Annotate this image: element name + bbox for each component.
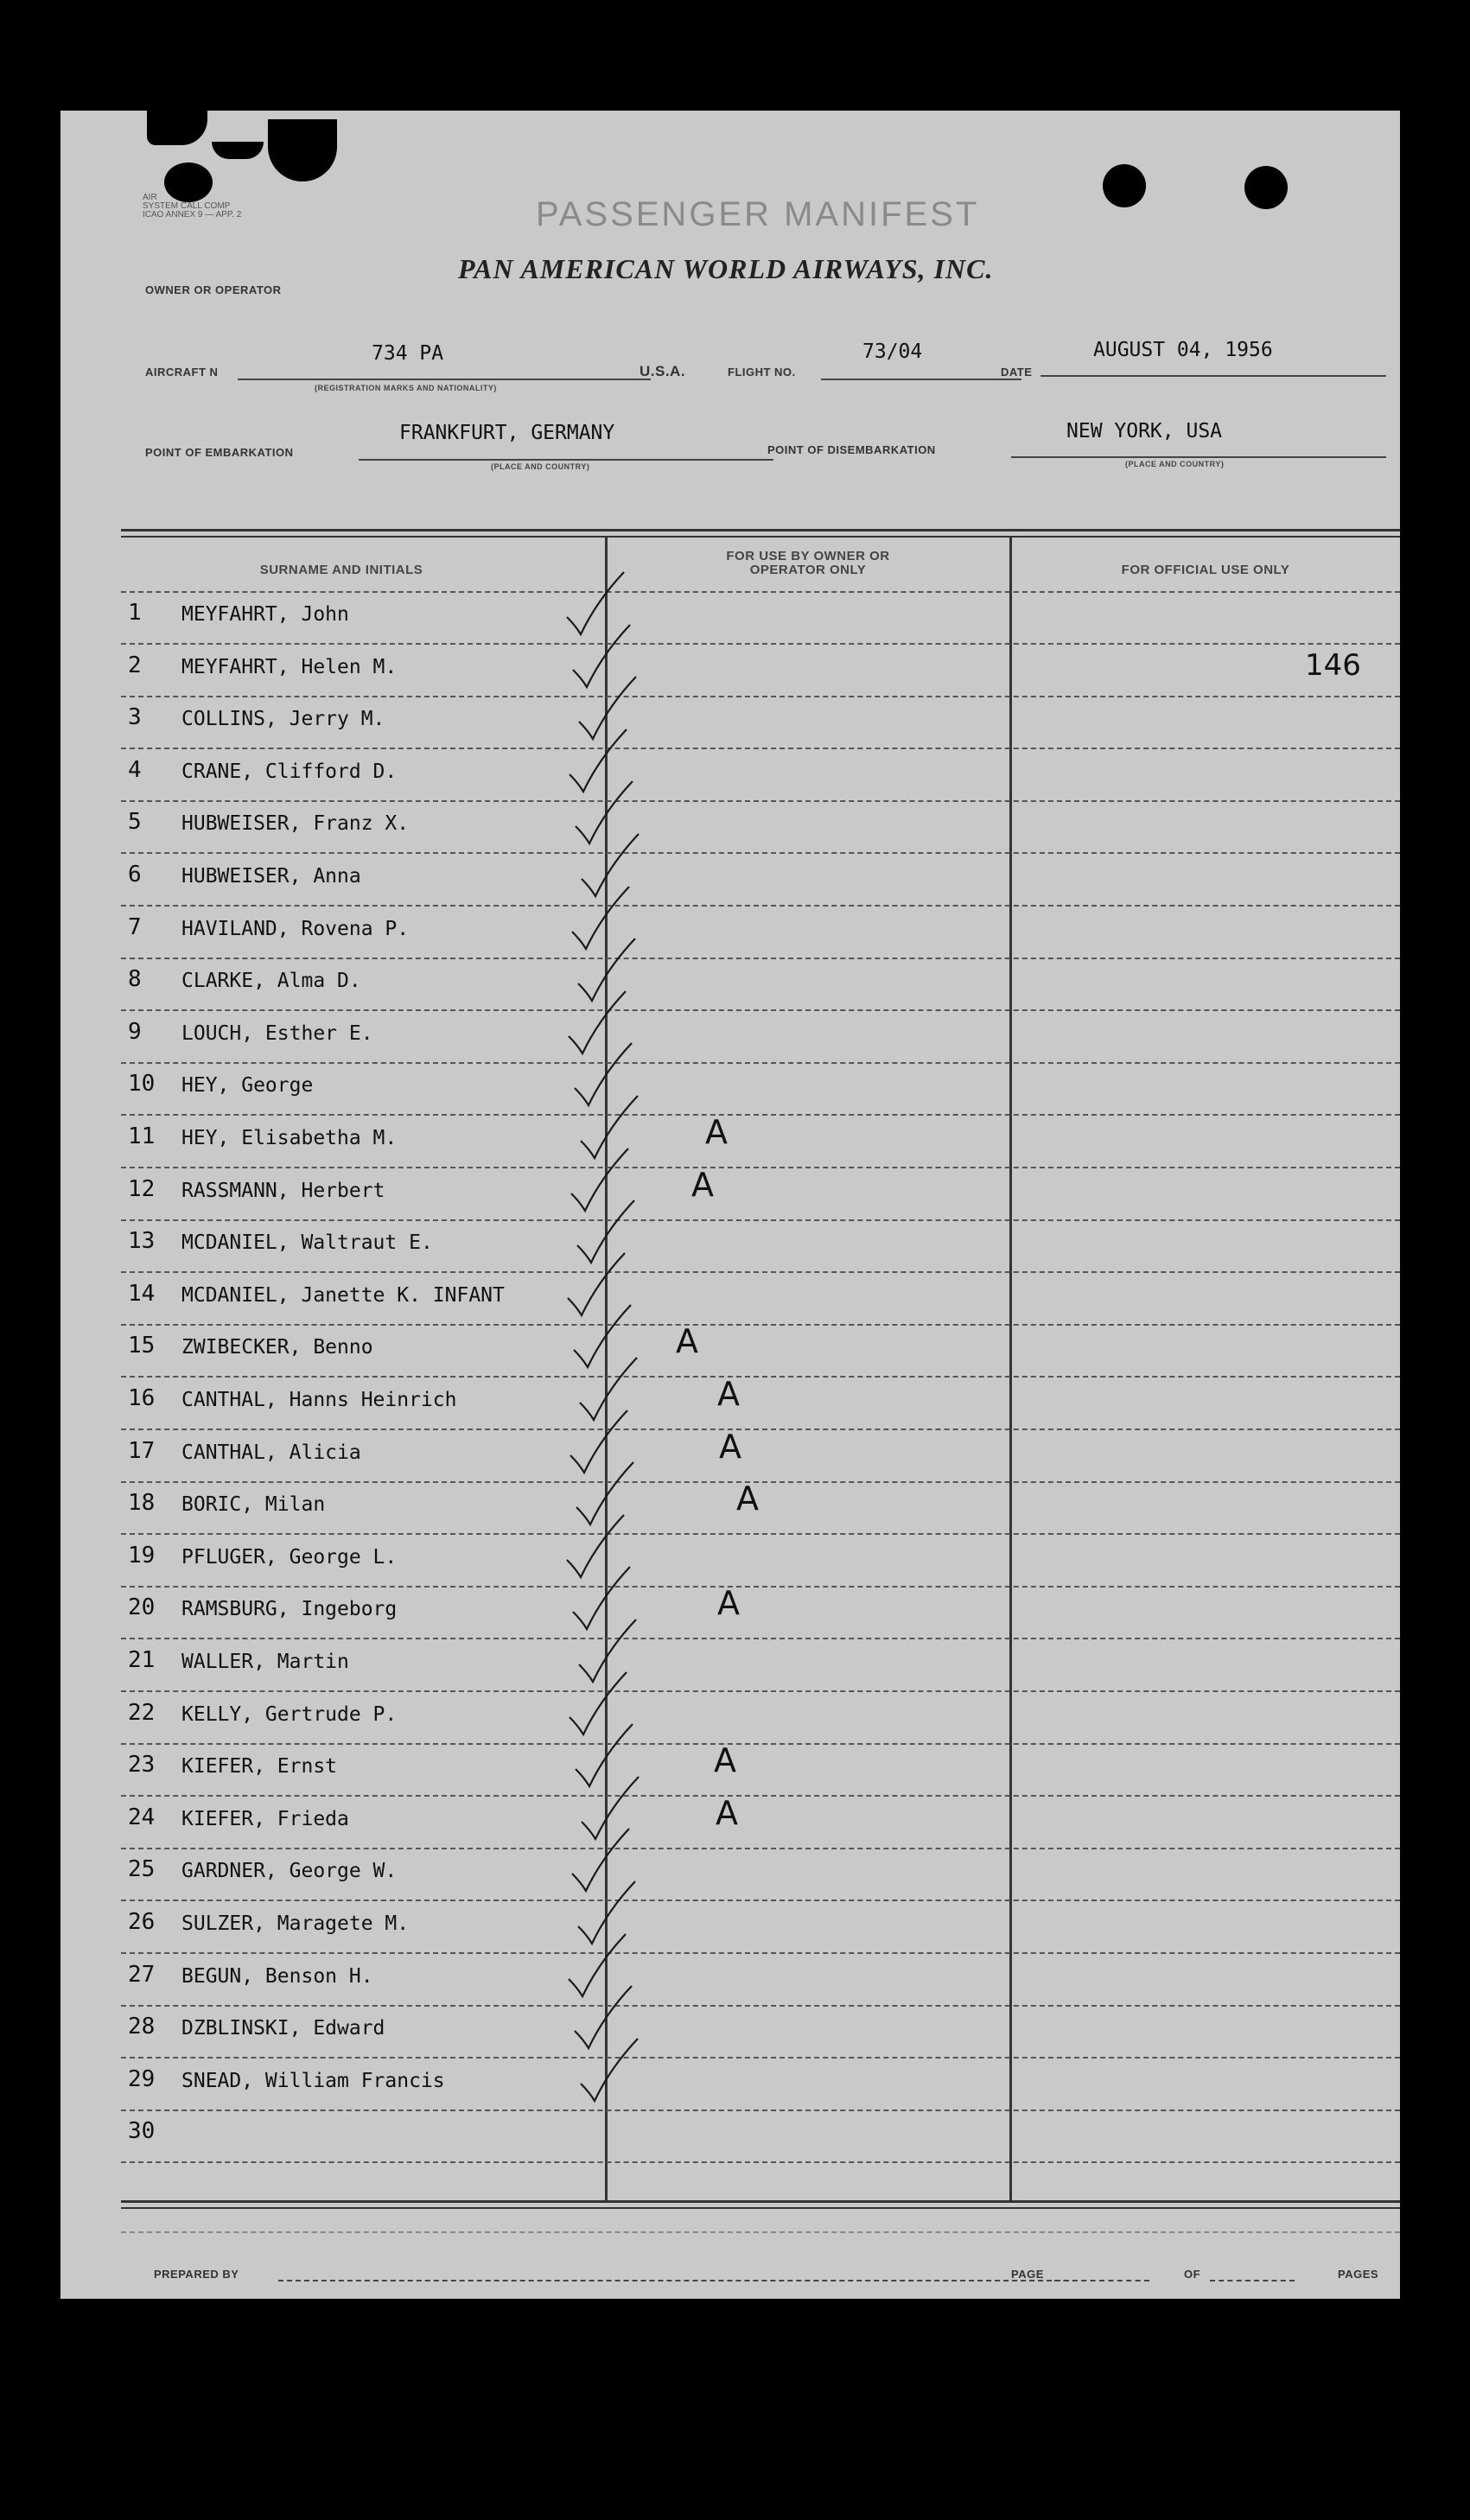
row-number: 9 — [128, 1018, 142, 1045]
table-row — [60, 1064, 1400, 1116]
row-number: 17 — [128, 1437, 156, 1464]
punch-hole-right — [1244, 166, 1288, 209]
table-row — [60, 1322, 1400, 1378]
row-number: 26 — [128, 1909, 156, 1935]
table-top-rule-2 — [121, 536, 1400, 538]
row-number: 20 — [128, 1594, 156, 1621]
embarkation-label: POINT OF EMBARKATION — [145, 446, 294, 459]
carrier-name: PAN AMERICAN WORLD AIRWAYS, INC. — [458, 253, 994, 284]
column-header-surname: SURNAME AND INITIALS — [259, 563, 423, 577]
passenger-name: GARDNER, George W. — [181, 1860, 398, 1883]
passenger-name: PFLUGER, George L. — [181, 1545, 398, 1569]
owner-mark: A — [717, 1375, 740, 1413]
row-number: 12 — [128, 1175, 156, 1202]
row-number: 23 — [128, 1752, 156, 1779]
row-number: 22 — [128, 1699, 156, 1726]
passenger-name: WALLER, Martin — [181, 1651, 349, 1673]
row-number: 21 — [128, 1647, 156, 1673]
column-header-official-use: FOR OFFICIAL USE ONLY — [1121, 563, 1290, 577]
owner-mark: A — [691, 1165, 714, 1204]
row-number: 15 — [128, 1333, 156, 1359]
table-row — [60, 2007, 1400, 2059]
corner-note-line: AIR — [143, 193, 157, 202]
row-number: 10 — [128, 1071, 156, 1098]
disembarkation-sublabel: (PLACE AND COUNTRY) — [1125, 460, 1225, 468]
table-row — [60, 855, 1400, 907]
form-title: PASSENGER MANIFEST — [536, 195, 980, 233]
passenger-name: SULZER, Maragete M. — [181, 1912, 410, 1935]
row-number: 1 — [128, 600, 142, 626]
passenger-name: MCDANIEL, Janette K. INFANT — [181, 1283, 505, 1307]
passenger-name: CRANE, Clifford D. — [181, 760, 398, 783]
passenger-name: RASSMANN, Herbert — [181, 1179, 385, 1202]
disembarkation-value: NEW YORK, USA — [1066, 420, 1223, 442]
table-row — [60, 1741, 1400, 1797]
owner-mark: A — [705, 1113, 728, 1151]
table-row — [60, 1221, 1400, 1273]
prepared-by-label: PREPARED BY — [154, 2268, 239, 2281]
table-row — [60, 1693, 1400, 1745]
table-row — [60, 1640, 1400, 1692]
passenger-name: HEY, George — [181, 1074, 314, 1098]
date-underline — [1040, 375, 1386, 377]
flight-underline — [821, 379, 1021, 380]
table-row — [60, 907, 1400, 959]
corner-note — [143, 194, 241, 220]
row-number: 16 — [128, 1385, 156, 1411]
row-number: 7 — [128, 913, 142, 940]
page-label: PAGE — [1011, 2268, 1044, 2281]
row-number: 3 — [128, 704, 142, 731]
passenger-name: MEYFAHRT, John — [181, 603, 349, 626]
aircraft-value: 734 PA — [372, 342, 444, 365]
check-mark-icon — [576, 2033, 645, 2111]
passenger-name: CANTHAL, Alicia — [181, 1441, 361, 1464]
table-row — [60, 1849, 1400, 1901]
row-number: 18 — [128, 1490, 156, 1517]
embarkation-underline — [359, 459, 773, 461]
passenger-name: HAVILAND, Rovena P. — [181, 917, 410, 940]
table-bottom-rule-2 — [121, 2207, 1400, 2209]
table-row — [60, 2059, 1400, 2111]
torn-corner — [147, 111, 207, 145]
table-row — [60, 1375, 1400, 1430]
table-row — [60, 1536, 1400, 1588]
table-row — [60, 750, 1400, 802]
row-number: 8 — [128, 966, 142, 993]
table-row — [60, 1955, 1400, 2007]
flight-label: FLIGHT NO. — [728, 366, 796, 379]
table-row — [60, 593, 1400, 645]
passenger-name: MEYFAHRT, Helen M. — [181, 655, 398, 678]
passenger-name: KIEFER, Ernst — [181, 1755, 338, 1779]
passenger-name: SNEAD, William Francis — [181, 2069, 445, 2092]
date-label: DATE — [1001, 366, 1033, 379]
passenger-name: HEY, Elisabetha M. — [181, 1127, 398, 1149]
country-label: U.S.A. — [640, 363, 686, 379]
passenger-name: CLARKE, Alma D. — [181, 970, 361, 993]
passenger-name: CANTHAL, Hanns Heinrich — [181, 1389, 457, 1411]
table-row — [60, 697, 1400, 749]
passenger-name: HUBWEISER, Anna — [181, 865, 361, 888]
owner-label: OWNER OR OPERATOR — [145, 283, 282, 296]
column-header-owner-use: FOR USE BY OWNER OR OPERATOR ONLY — [726, 549, 890, 577]
row-rule — [121, 2161, 1400, 2163]
passenger-name: ZWIBECKER, Benno — [181, 1336, 373, 1359]
torn-corner-2 — [268, 119, 337, 181]
passenger-name: MCDANIEL, Waltraut E. — [181, 1231, 433, 1255]
table-row — [60, 1480, 1400, 1535]
row-number: 29 — [128, 2065, 156, 2092]
aircraft-underline — [238, 379, 651, 380]
row-number: 28 — [128, 2014, 156, 2040]
passenger-name: KIEFER, Frieda — [181, 1807, 349, 1830]
table-row — [60, 1584, 1400, 1639]
table-bottom-rule-3 — [121, 2231, 1400, 2233]
manifest-sheet — [60, 111, 1400, 2299]
passenger-name: RAMSBURG, Ingeborg — [181, 1598, 398, 1621]
table-row — [60, 1113, 1400, 1168]
of-label: OF — [1184, 2268, 1201, 2281]
row-number: 24 — [128, 1804, 156, 1830]
table-row — [60, 1427, 1400, 1483]
table-row — [60, 1012, 1400, 1064]
row-number: 11 — [128, 1123, 156, 1149]
owner-mark: A — [719, 1427, 741, 1466]
embarkation-sublabel: (PLACE AND COUNTRY) — [491, 462, 590, 471]
row-number: 27 — [128, 1961, 156, 1988]
passenger-name: KELLY, Gertrude P. — [181, 1702, 398, 1726]
table-row — [60, 959, 1400, 1011]
row-number: 5 — [128, 809, 142, 836]
row-number: 2 — [128, 652, 142, 678]
aircraft-label: AIRCRAFT N — [145, 366, 219, 379]
page-line — [1054, 2280, 1149, 2281]
flight-value: 73/04 — [862, 340, 923, 363]
owner-mark: A — [716, 1793, 738, 1832]
owner-mark: A — [717, 1584, 740, 1623]
passenger-name: LOUCH, Esther E. — [181, 1021, 373, 1045]
row-number: 19 — [128, 1542, 156, 1569]
table-row — [60, 1165, 1400, 1221]
table-row — [60, 802, 1400, 854]
row-number: 6 — [128, 862, 142, 888]
table-row — [60, 1793, 1400, 1849]
table-top-rule — [121, 529, 1400, 531]
prepared-by-line — [278, 2280, 1069, 2281]
date-value: AUGUST 04, 1956 — [1093, 339, 1273, 361]
disembarkation-label: POINT OF DISEMBARKATION — [767, 443, 936, 456]
of-line — [1210, 2280, 1295, 2281]
table-bottom-rule — [121, 2200, 1400, 2203]
official-note: 146 — [1305, 648, 1361, 683]
passenger-name: DZBLINSKI, Edward — [181, 2017, 385, 2040]
row-number: 25 — [128, 1856, 156, 1883]
torn-corner-3 — [212, 142, 264, 159]
punch-hole-left — [1103, 164, 1146, 207]
aircraft-sublabel: (REGISTRATION MARKS AND NATIONALITY) — [315, 384, 497, 392]
table-row — [60, 646, 1400, 697]
disembarkation-underline — [1011, 456, 1386, 458]
passenger-name: COLLINS, Jerry M. — [181, 708, 385, 731]
row-number: 13 — [128, 1228, 156, 1255]
owner-mark: A — [676, 1322, 698, 1361]
passenger-name: BORIC, Milan — [181, 1493, 326, 1517]
table-row — [60, 1902, 1400, 1954]
pages-label: PAGES — [1338, 2268, 1379, 2281]
table-row — [60, 1274, 1400, 1326]
owner-mark: A — [736, 1480, 759, 1518]
row-number: 30 — [128, 2118, 156, 2145]
row-number: 14 — [128, 1280, 156, 1307]
corner-note-line: SYSTEM CALL COMP — [143, 201, 231, 211]
row-number: 4 — [128, 756, 142, 783]
passenger-name: BEGUN, Benson H. — [181, 1964, 373, 1988]
table-row — [60, 2111, 1400, 2163]
passenger-name: HUBWEISER, Franz X. — [181, 812, 410, 836]
owner-mark: A — [714, 1741, 736, 1780]
embarkation-value: FRANKFURT, GERMANY — [399, 422, 615, 444]
corner-note-line: ICAO ANNEX 9 — APP. 2 — [143, 210, 242, 220]
